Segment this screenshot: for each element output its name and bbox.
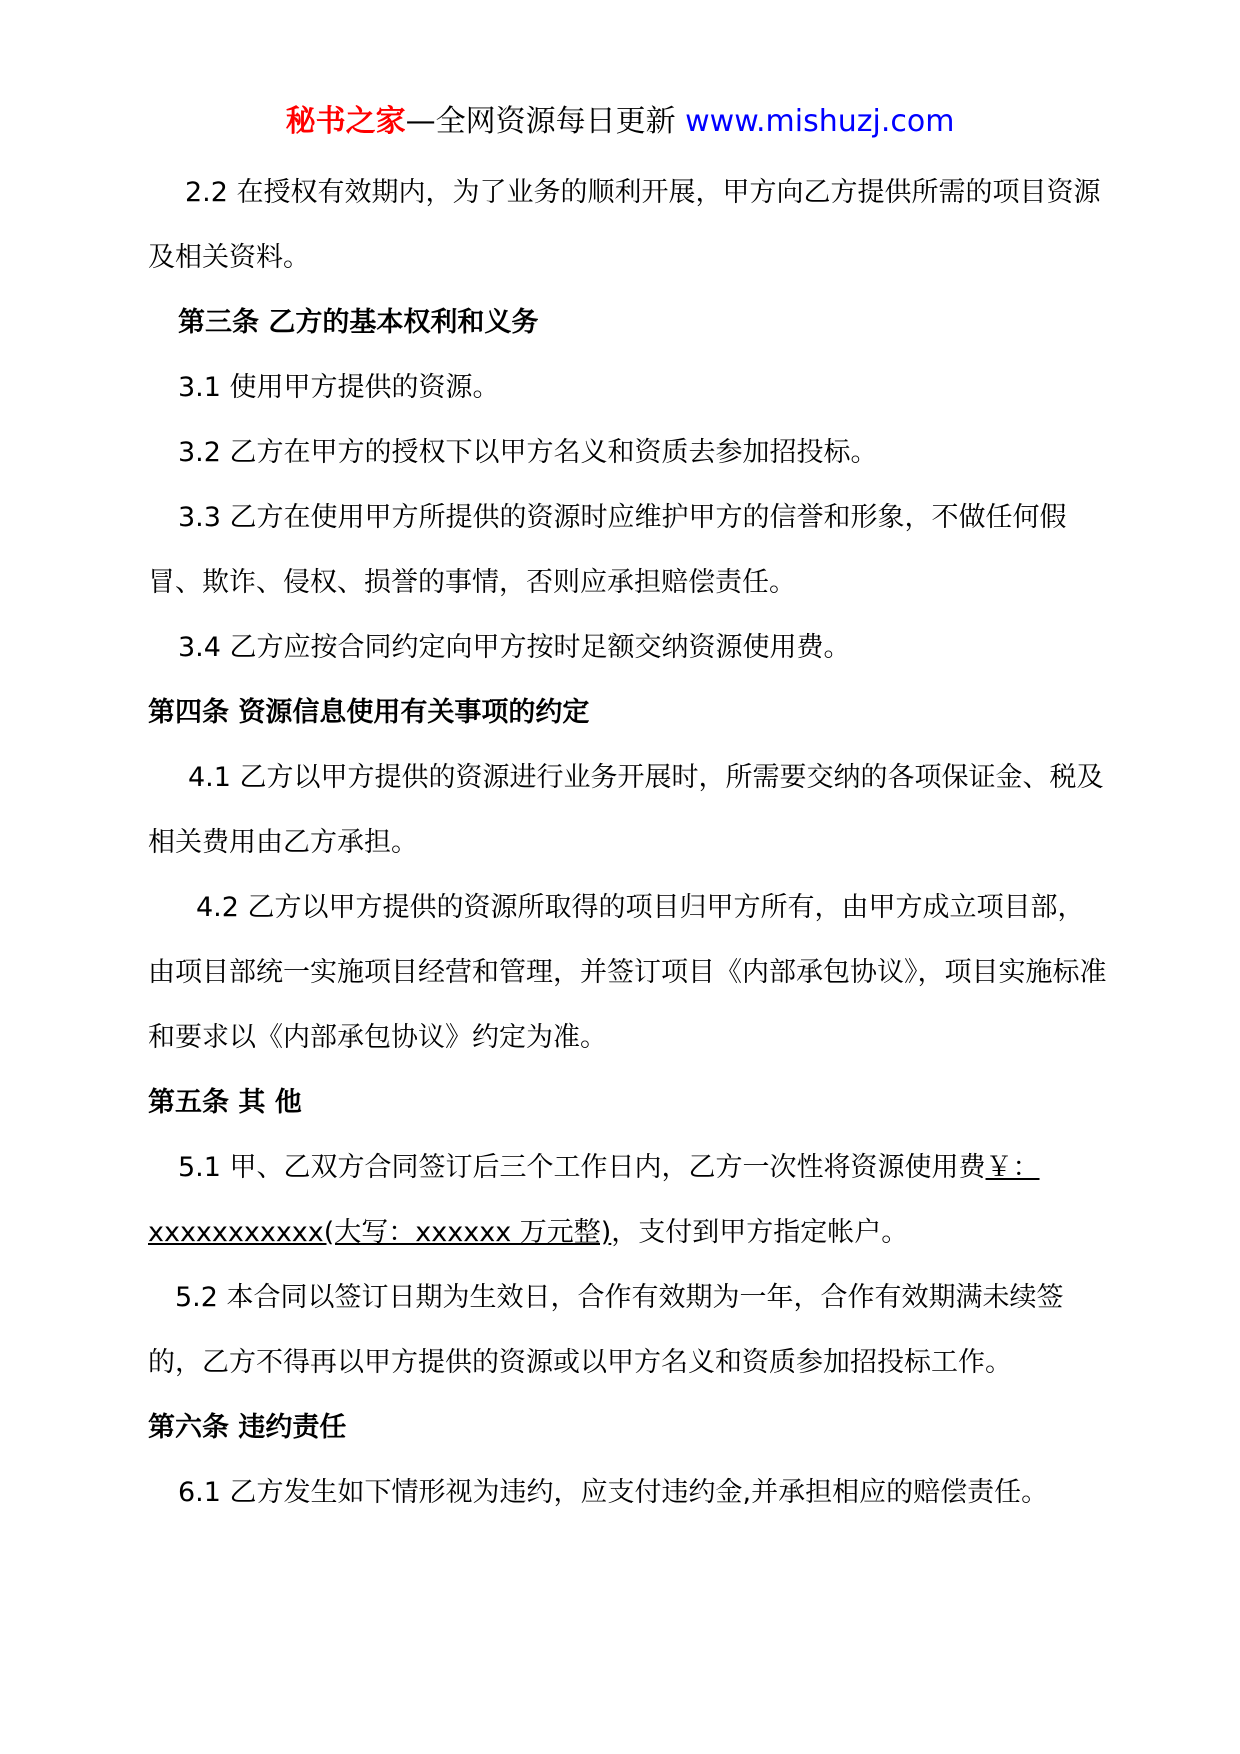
- banner-tagline: —全网资源每日更新: [405, 104, 686, 139]
- clause-5-1-tail: ，支付到甲方指定帐户。: [611, 1217, 909, 1248]
- banner-brand: 秘书之家: [285, 104, 406, 139]
- clause-4-2: 4.2 乙方以甲方提供的资源所取得的项目归甲方所有，由甲方成立项目部，由项目部统一实施项目经营和管理，并签订项目《内部承包协议》，项目实施标准和要求以《内部承包协议》约定为准。: [148, 892, 1107, 1053]
- contract-body: [148, 160, 1108, 1525]
- clause-3-1: 3.1 使用甲方提供的资源。: [178, 372, 500, 403]
- clause-5-1-text: 5.1 甲、乙双方合同签订后三个工作日内，乙方一次性将资源使用费: [178, 1152, 986, 1183]
- article-3-heading: 第三条 乙方的基本权利和义务: [178, 307, 539, 338]
- clause-5-2: 5.2 本合同以签订日期为生效日，合作有效期为一年，合作有效期满未续签的，乙方不得再以甲方提供的资源或以甲方名义和资质参加招投标工作。: [148, 1282, 1064, 1378]
- site-banner: [0, 102, 1240, 142]
- clause-3-3: 3.3 乙方在使用甲方所提供的资源时应维护甲方的信誉和形象，不做任何假冒、欺诈、侵权、损誉的事情，否则应承担赔偿责任。: [148, 502, 1067, 598]
- clause-3-4: 3.4 乙方应按合同约定向甲方按时足额交纳资源使用费。: [178, 632, 851, 663]
- banner-url-link[interactable]: www.mishuzj.com: [685, 104, 955, 139]
- article-4-heading: 第四条 资源信息使用有关事项的约定: [148, 697, 590, 728]
- article-6-heading: 第六条 违约责任: [148, 1412, 347, 1443]
- clause-6-1: 6.1 乙方发生如下情形视为违约，应支付违约金,并承担相应的赔偿责任。: [178, 1477, 1049, 1508]
- clause-5-1: [148, 1135, 1108, 1265]
- clause-2-2: 2.2 在授权有效期内，为了业务的顺利开展，甲方向乙方提供所需的项目资源及相关资料。: [148, 177, 1101, 273]
- clause-4-1: 4.1 乙方以甲方提供的资源进行业务开展时，所需要交纳的各项保证金、税及相关费用由乙方承担。: [148, 762, 1104, 858]
- fee-amount-blank: ￥：xxxxxxxxxxx(大写：xxxxxx 万元整): [148, 1152, 1040, 1248]
- clause-3-2: 3.2 乙方在甲方的授权下以甲方名义和资质去参加招投标。: [178, 437, 878, 468]
- article-5-heading: 第五条 其 他: [148, 1087, 302, 1118]
